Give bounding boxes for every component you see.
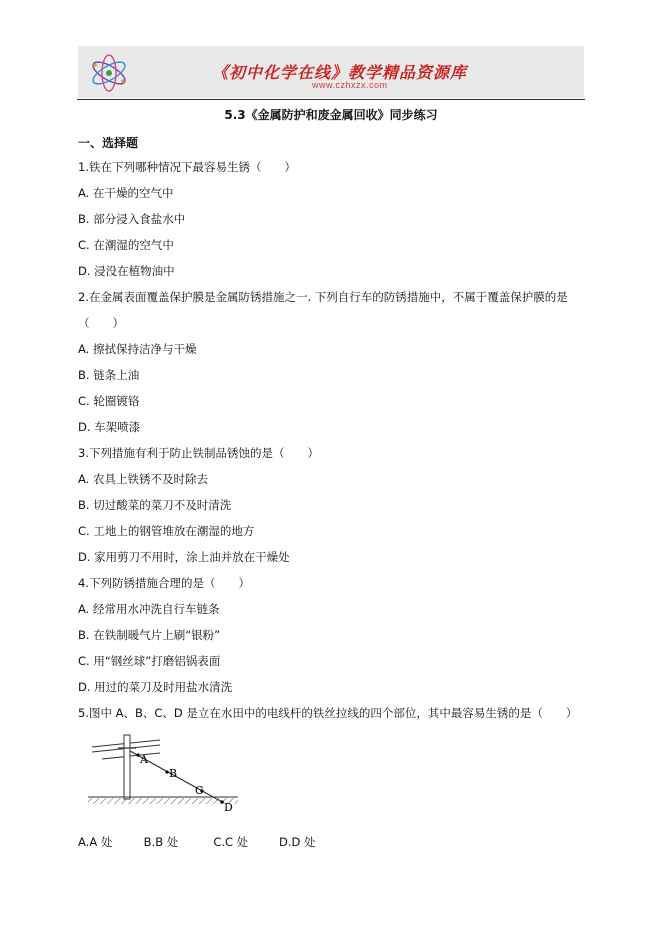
question-2-option-c: C. 轮圈镀铬: [78, 394, 140, 408]
question-5-option-a: A.A 处: [78, 835, 113, 849]
diagram-label-d: D: [224, 801, 233, 814]
section-heading: 一、选择题: [78, 136, 139, 150]
question-4-option-b: B. 在铁制暖气片上刷“银粉”: [78, 628, 221, 642]
pole-guywire-diagram: [88, 731, 248, 819]
atom-logo-icon: [87, 52, 131, 94]
question-5-option-d: D.D 处: [278, 835, 316, 849]
header-divider: [77, 99, 585, 100]
question-1-option-b: B. 部分浸入食盐水中: [78, 212, 186, 226]
question-2-option-a: A. 擦拭保持洁净与干燥: [78, 342, 197, 356]
question-5-option-b: B.B 处: [143, 835, 179, 849]
diagram-label-b: B: [169, 767, 178, 780]
question-1-stem: 1.铁在下列哪种情况下最容易生锈（ ）: [78, 160, 296, 174]
question-5-stem: 5.图中 A、B、C、D 是立在水田中的电线杆的铁丝拉线的四个部位，其中最容易生锈的是（ ）: [78, 706, 578, 720]
question-5-option-c: C.C 处: [213, 835, 249, 849]
question-3-option-c: C. 工地上的钢管堆放在潮湿的地方: [78, 524, 255, 538]
diagram-label-a: A: [140, 753, 148, 766]
question-2-option-b: B. 链条上油: [78, 368, 140, 382]
question-1-option-d: D. 浸没在植物油中: [78, 264, 175, 278]
question-3-stem: 3.下列措施有利于防止铁制品锈蚀的是（ ）: [78, 446, 319, 460]
question-3-option-b: B. 切过酸菜的菜刀不及时清洗: [78, 498, 232, 512]
question-4-option-c: C. 用“钢丝球”打磨铝锅表面: [78, 654, 221, 668]
question-2-stem-cont: （ ）: [78, 316, 124, 330]
question-3-option-d: D. 家用剪刀不用时，涂上油并放在干燥处: [78, 550, 290, 564]
question-1-option-c: C. 在潮湿的空气中: [78, 238, 174, 252]
banner-url: www.czhxzx.com: [312, 80, 388, 90]
question-2-stem: 2.在金属表面覆盖保护膜是金属防锈措施之一. 下列自行车的防锈措施中，不属于覆盖保护膜的是: [78, 290, 568, 304]
question-4-option-a: A. 经常用水冲洗自行车链条: [78, 602, 220, 616]
page-title: 5.3《金属防护和废金属回收》同步练习: [224, 108, 438, 122]
question-4-stem: 4.下列防锈措施合理的是（ ）: [78, 576, 250, 590]
question-2-option-d: D. 车架喷漆: [78, 420, 141, 434]
diagram-label-c: C: [195, 784, 204, 797]
question-3-option-a: A. 农具上铁锈不及时除去: [78, 472, 208, 486]
question-1-option-a: A. 在干燥的空气中: [78, 186, 174, 200]
banner-title: 《初中化学在线》教学精品资源库: [212, 63, 468, 82]
question-5-options: [78, 834, 316, 850]
question-4-option-d: D. 用过的菜刀及时用盐水清洗: [78, 680, 233, 694]
